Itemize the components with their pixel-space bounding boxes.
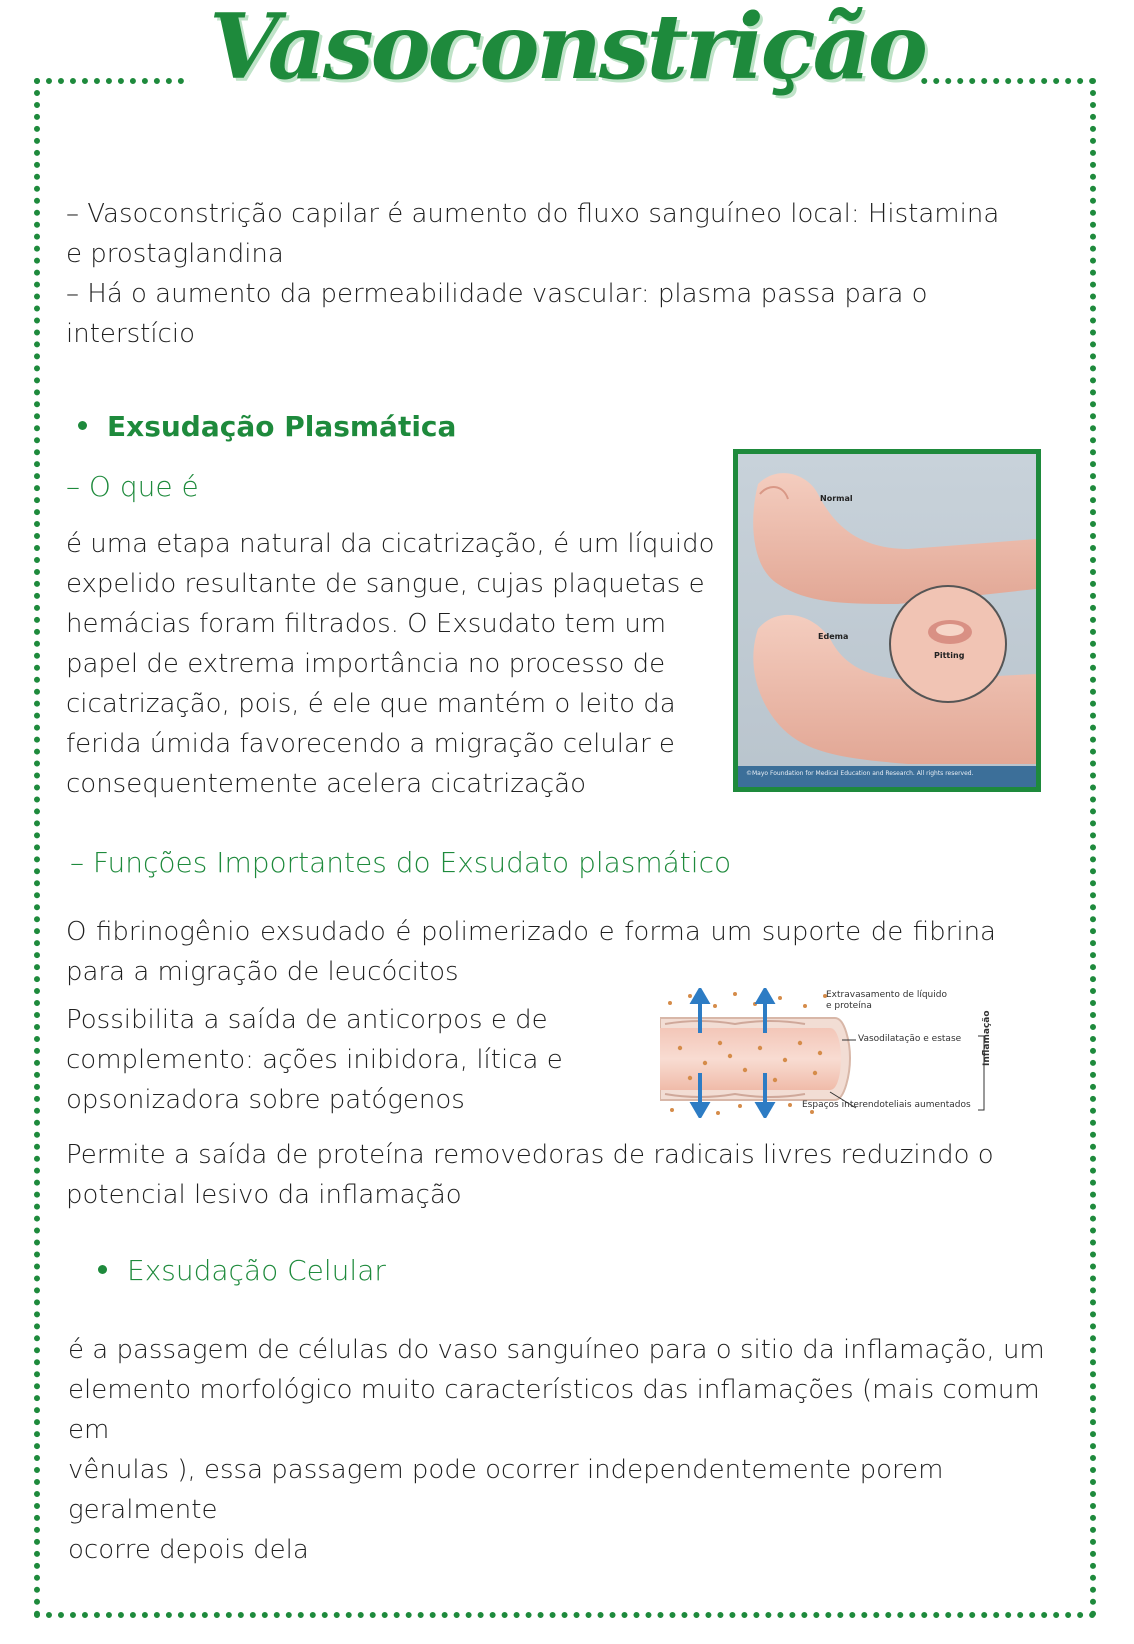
paragraph-anticorpos bbox=[66, 1000, 626, 1120]
paragraph-line: papel de extrema importância no processo de bbox=[66, 649, 666, 679]
paragraph-line: para a migração de leucócitos bbox=[66, 957, 459, 987]
section-heading-label: Exsudação Celular bbox=[127, 1254, 386, 1287]
label-espacos: Espaços interendoteliais aumentados bbox=[802, 1100, 971, 1110]
paragraph-line: cicatrização, pois, é ele que mantém o leito da bbox=[66, 689, 676, 719]
edema-illustration bbox=[738, 454, 1036, 787]
label-line: e proteína bbox=[826, 1001, 872, 1011]
paragraph-fibrinogenio bbox=[66, 912, 996, 992]
paragraph-line: é uma etapa natural da cicatrização, é um líquido bbox=[66, 529, 715, 559]
label-pitting: Pitting bbox=[934, 651, 965, 660]
label-line: Extravasamento de líquido bbox=[826, 990, 947, 1000]
subheading-o-que-e: – O que é bbox=[66, 470, 199, 503]
paragraph-line: expelido resultante de sangue, cujas plaquetas e bbox=[66, 569, 705, 599]
intro-line: – Há o aumento da permeabilidade vascular: plasma passa para o bbox=[66, 279, 928, 309]
paragraph-line: ferida úmida favorecendo a migração celular e bbox=[66, 729, 675, 759]
paragraph-line: potencial lesivo da inflamação bbox=[66, 1180, 462, 1210]
label-extravasamento bbox=[826, 990, 947, 1012]
bullet-icon bbox=[78, 421, 87, 430]
vessel-figure bbox=[660, 988, 1030, 1118]
bullet-icon bbox=[98, 1265, 107, 1274]
paragraph-line: é a passagem de células do vaso sanguíneo para o sitio da inflamação, um bbox=[68, 1335, 1045, 1365]
paragraph-line: elemento morfológico muito característicos das inflamações (mais comum em bbox=[68, 1375, 1040, 1445]
page-title: Vasoconstrição bbox=[209, 0, 925, 100]
paragraph-o-que-e bbox=[66, 524, 716, 804]
section-heading-plasmatica bbox=[78, 410, 456, 443]
paragraph-proteina bbox=[66, 1135, 1066, 1215]
paragraph-line: O fibrinogênio exsudado é polimerizado e forma um suporte de fibrina bbox=[66, 917, 996, 947]
intro-line: – Vasoconstrição capilar é aumento do fluxo sanguíneo local: Histamina bbox=[66, 199, 1000, 229]
label-inflamacao: Inflamação bbox=[982, 1010, 992, 1066]
paragraph-celular bbox=[68, 1330, 1068, 1570]
subheading-funcoes: – Funções Importantes do Exsudato plasmático bbox=[70, 846, 732, 879]
paragraph-line: vênulas ), essa passagem pode ocorrer independentemente porem geralmente bbox=[68, 1455, 944, 1525]
intro-line: interstício bbox=[66, 319, 195, 349]
label-vasodilatacao: Vasodilatação e estase bbox=[858, 1034, 962, 1044]
paragraph-line: Possibilita a saída de anticorpos e de bbox=[66, 1005, 548, 1035]
paragraph-line: consequentemente acelera cicatrização bbox=[66, 769, 587, 799]
label-edema: Edema bbox=[818, 632, 849, 641]
figure-credit: ©Mayo Foundation for Medical Education and Research. All rights reserved. bbox=[746, 770, 974, 777]
edema-figure bbox=[733, 449, 1041, 792]
paragraph-line: opsonizadora sobre patógenos bbox=[66, 1085, 465, 1115]
section-heading-celular bbox=[98, 1254, 386, 1287]
label-normal: Normal bbox=[820, 494, 853, 503]
paragraph-line: Permite a saída de proteína removedoras de radicais livres reduzindo o bbox=[66, 1140, 994, 1170]
intro-line: e prostaglandina bbox=[66, 239, 284, 269]
intro-text bbox=[66, 194, 1066, 354]
paragraph-line: hemácias foram filtrados. O Exsudato tem um bbox=[66, 609, 667, 639]
section-heading-label: Exsudação Plasmática bbox=[107, 410, 457, 443]
paragraph-line: complemento: ações inibidora, lítica e bbox=[66, 1045, 563, 1075]
paragraph-line: ocorre depois dela bbox=[68, 1535, 309, 1565]
